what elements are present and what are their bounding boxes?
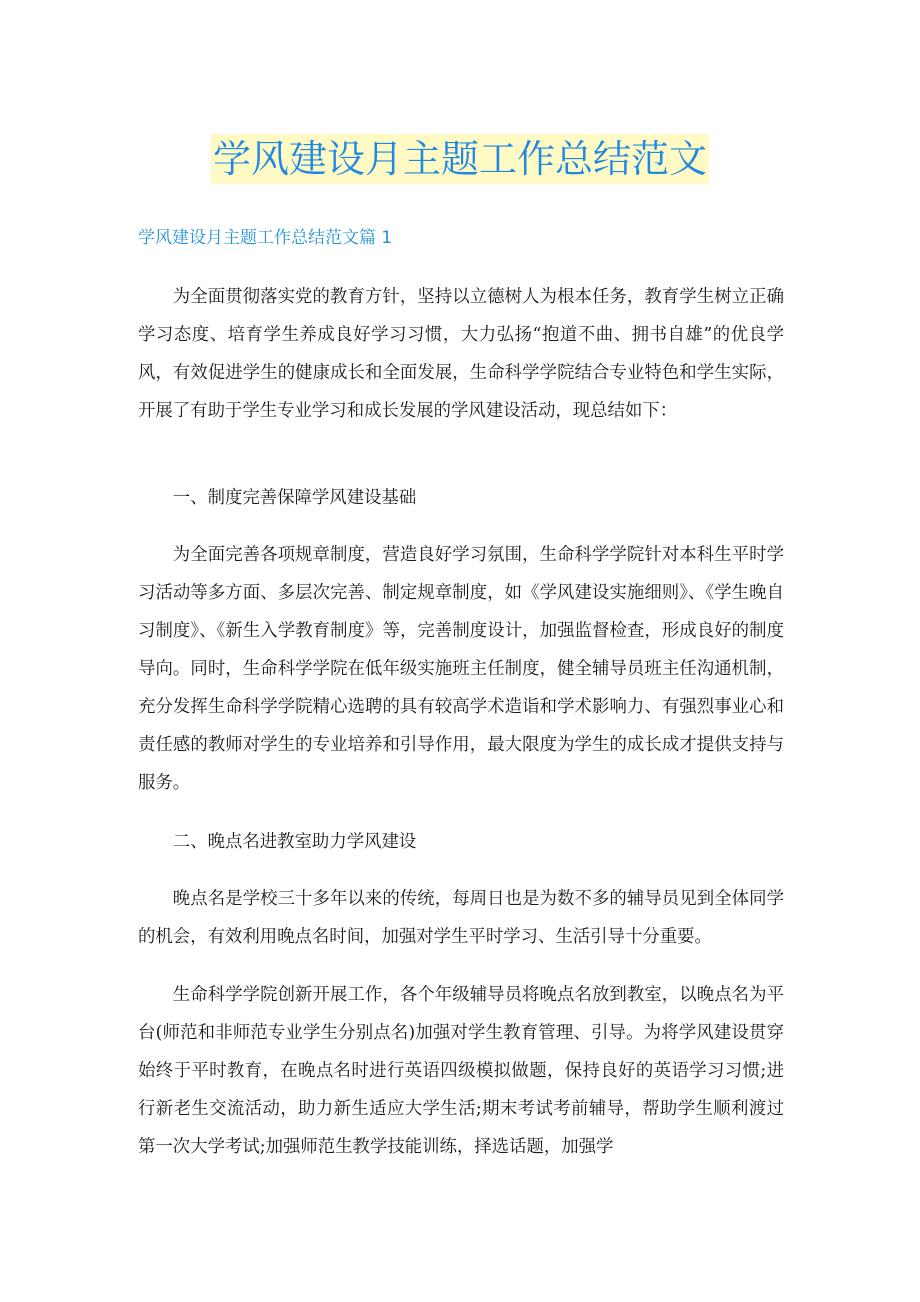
section-1-heading: 一、制度完善保障学风建设基础 (172, 488, 417, 508)
intro-paragraph: 为全面贯彻落实党的教育方针，坚持以立德树人为根本任务，教育学生树立正确学习态度、培育学生养成良好学习习惯，大力弘扬“抱道不曲、拥书自雄”的优良学风，有效促进学生的健康成长和全面发展，生命科学学院结合专业特色和学生实际，开展了有助于学生专业学习和成长发展的学风建设活动，现总结如下： (138, 287, 784, 421)
section-2-heading: 二、晚点名进教室助力学风建设 (172, 832, 417, 852)
section-2-body-1: 晚点名是学校三十多年以来的传统，每周日也是为数不多的辅导员见到全体同学的机会，有效利用晚点名时间，加强对学生平时学习、生活引导十分重要。 (138, 889, 784, 947)
document-title: 学风建设月主题工作总结范文 (211, 134, 709, 184)
section-1-body: 为全面完善各项规章制度，营造良好学习氛围，生命科学学院针对本科生平时学习活动等多方面、多层次完善、制定规章制度，如《学风建设实施细则》、《学生晚自习制度》、《新生入学教育制度》等，完善制度设计，加强监督检查，形成良好的制度导向。同时，生命科学学院在低年级实施班主任制度，健全辅导员班主任沟通机制，充分发挥生命科学学院精心选聘的具有较高学术造诣和学术影响力、有强烈事业心和责任感的教师对学生的专业培养和引导作用，最大限度为学生的成长成才提供支持与服务。 (138, 545, 784, 793)
section-2-body-2: 生命科学学院创新开展工作，各个年级辅导员将晚点名放到教室，以晚点名为平台(师范和非师范专业学生分别点名)加强对学生教育管理、引导。为将学风建设贯穿始终于平时教育，在晚点名时进行英语四级模拟做题，保持良好的英语学习习惯;进行新老生交流活动，助力新生适应大学生活;期末考试考前辅导，帮助学生顺利渡过第一次大学考试;加强师范生教学技能训练，择选话题，加强学 (138, 985, 784, 1157)
title-container (0, 134, 920, 184)
article-subheading: 学风建设月主题工作总结范文篇 1 (138, 228, 393, 248)
